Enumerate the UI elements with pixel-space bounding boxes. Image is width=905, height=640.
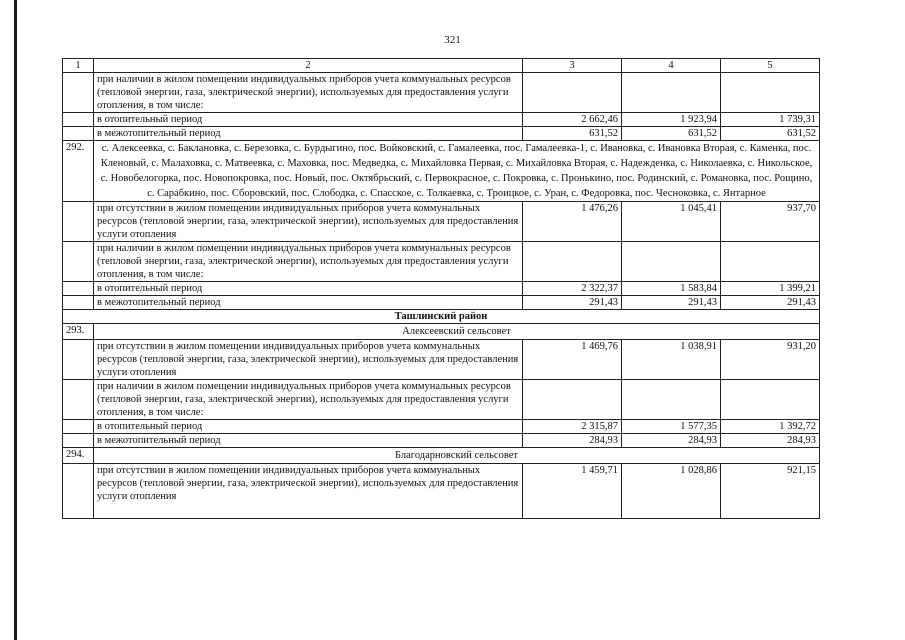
row-description-cell: при отсутствии в жилом помещении индивидуальных приборов учета коммунальных ресурсов (тепловой энергии, газа, электрической энергии), используемых для предоставления услуги отопления (94, 464, 523, 519)
settlement-name-cell: с. Алексеевка, с. Баклановка, с. Березовка, с. Бурдыгино, пос. Войковский, с. Гамалеевка, пос. Гамалеевка-1, с. Ивановка, с. Ивановка Вторая, с. Каменка, пос. Кленовый, с. Малаховка, с. Матвеевка, с. Маховка, пос. Медведка, с. Михайловка Первая, с. Михайловка Вторая, с. Надежденка, с. Николаевка, с. Никольское, с. Новобелогорка, пос. Новопокровка, пос. Новый, пос. Октябрьский, с. Первокрасное, с. Покровка, с. Пронькино, пос. Родинский, с. Романовка, пос. Рощино, с. Сарабкино, пос. Сборовский, пос. Слободка, с. Спасское, с. Толкаевка, с. Троицкое, с. Уран, с. Федоровка, пос. Чесноковка, с. Янтарное (94, 141, 820, 202)
value-col4-cell: 1 038,91 (622, 340, 721, 380)
settlement-name-cell: Благодарновский сельсовет (94, 448, 820, 464)
column-number-header: 4 (622, 59, 721, 73)
row-number-cell (63, 282, 94, 296)
value-col5-cell: 1 392,72 (721, 420, 820, 434)
value-col5-cell (721, 380, 820, 420)
value-col4-cell: 631,52 (622, 127, 721, 141)
row-number-cell (63, 242, 94, 282)
table-row (63, 296, 820, 310)
value-col4-cell (622, 73, 721, 113)
row-description-cell: в отопительный период (94, 282, 523, 296)
value-col3-cell: 1 476,26 (523, 202, 622, 242)
row-number-cell (63, 127, 94, 141)
row-number-cell (63, 113, 94, 127)
row-number-cell (63, 380, 94, 420)
value-col3-cell (523, 242, 622, 282)
row-description-cell: в отопительный период (94, 113, 523, 127)
value-col4-cell (622, 242, 721, 282)
value-col5-cell (721, 242, 820, 282)
row-description-cell: в межотопительный период (94, 127, 523, 141)
value-col4-cell: 1 028,86 (622, 464, 721, 519)
value-col3-cell: 631,52 (523, 127, 622, 141)
value-col5-cell (721, 73, 820, 113)
settlement-row (63, 448, 820, 464)
table-row (63, 282, 820, 296)
row-description-cell: в межотопительный период (94, 434, 523, 448)
row-number-cell (63, 340, 94, 380)
table-header-row (63, 59, 820, 73)
value-col3-cell (523, 380, 622, 420)
value-col3-cell: 2 322,37 (523, 282, 622, 296)
row-number-cell: 294. (63, 448, 94, 464)
row-number-cell (63, 202, 94, 242)
row-number-cell (63, 420, 94, 434)
value-col4-cell: 291,43 (622, 296, 721, 310)
value-col5-cell: 1 739,31 (721, 113, 820, 127)
value-col3-cell: 291,43 (523, 296, 622, 310)
row-description-cell: при наличии в жилом помещении индивидуальных приборов учета коммунальных ресурсов (тепловой энергии, газа, электрической энергии), используемых для предоставления услуги отопления, в том числе: (94, 242, 523, 282)
value-col5-cell: 931,20 (721, 340, 820, 380)
settlement-row (63, 141, 820, 202)
value-col4-cell: 284,93 (622, 434, 721, 448)
table-row (63, 127, 820, 141)
settlement-name-cell: Алексеевский сельсовет (94, 324, 820, 340)
value-col4-cell: 1 045,41 (622, 202, 721, 242)
row-description-cell: в межотопительный период (94, 296, 523, 310)
value-col5-cell: 291,43 (721, 296, 820, 310)
value-col3-cell: 2 315,87 (523, 420, 622, 434)
value-col3-cell: 2 662,46 (523, 113, 622, 127)
row-number-cell (63, 464, 94, 519)
row-description-cell: при наличии в жилом помещении индивидуальных приборов учета коммунальных ресурсов (тепловой энергии, газа, электрической энергии), используемых для предоставления услуги отопления, в том числе: (94, 380, 523, 420)
column-number-header: 2 (94, 59, 523, 73)
value-col4-cell: 1 583,84 (622, 282, 721, 296)
value-col5-cell: 1 399,21 (721, 282, 820, 296)
table-row (63, 73, 820, 113)
binder-edge-line (14, 0, 17, 640)
table-row (63, 380, 820, 420)
value-col5-cell: 921,15 (721, 464, 820, 519)
row-description-cell: при наличии в жилом помещении индивидуальных приборов учета коммунальных ресурсов (тепловой энергии, газа, электрической энергии), используемых для предоставления услуги отопления, в том числе: (94, 73, 523, 113)
value-col5-cell: 937,70 (721, 202, 820, 242)
table-row (63, 434, 820, 448)
table-row (63, 242, 820, 282)
value-col3-cell: 1 459,71 (523, 464, 622, 519)
value-col5-cell: 631,52 (721, 127, 820, 141)
row-description-cell: в отопительный период (94, 420, 523, 434)
district-name-cell: Ташлинский район (63, 310, 820, 324)
row-description-cell: при отсутствии в жилом помещении индивидуальных приборов учета коммунальных ресурсов (тепловой энергии, газа, электрической энергии), используемых для предоставления услуги отопления (94, 202, 523, 242)
row-number-cell: 292. (63, 141, 94, 202)
value-col3-cell: 284,93 (523, 434, 622, 448)
column-number-header: 5 (721, 59, 820, 73)
row-number-cell (63, 73, 94, 113)
tariff-table (62, 58, 820, 519)
table-row (63, 420, 820, 434)
column-number-header: 1 (63, 59, 94, 73)
value-col3-cell (523, 73, 622, 113)
table-row (63, 113, 820, 127)
row-number-cell (63, 434, 94, 448)
value-col4-cell: 1 923,94 (622, 113, 721, 127)
value-col5-cell: 284,93 (721, 434, 820, 448)
table-row (63, 464, 820, 519)
value-col4-cell (622, 380, 721, 420)
settlement-row (63, 324, 820, 340)
value-col4-cell: 1 577,35 (622, 420, 721, 434)
table-row (63, 340, 820, 380)
page-number: 321 (444, 34, 461, 46)
column-number-header: 3 (523, 59, 622, 73)
value-col3-cell: 1 469,76 (523, 340, 622, 380)
row-number-cell (63, 296, 94, 310)
district-row (63, 310, 820, 324)
row-description-cell: при отсутствии в жилом помещении индивидуальных приборов учета коммунальных ресурсов (тепловой энергии, газа, электрической энергии), используемых для предоставления услуги отопления (94, 340, 523, 380)
row-number-cell: 293. (63, 324, 94, 340)
table-row (63, 202, 820, 242)
